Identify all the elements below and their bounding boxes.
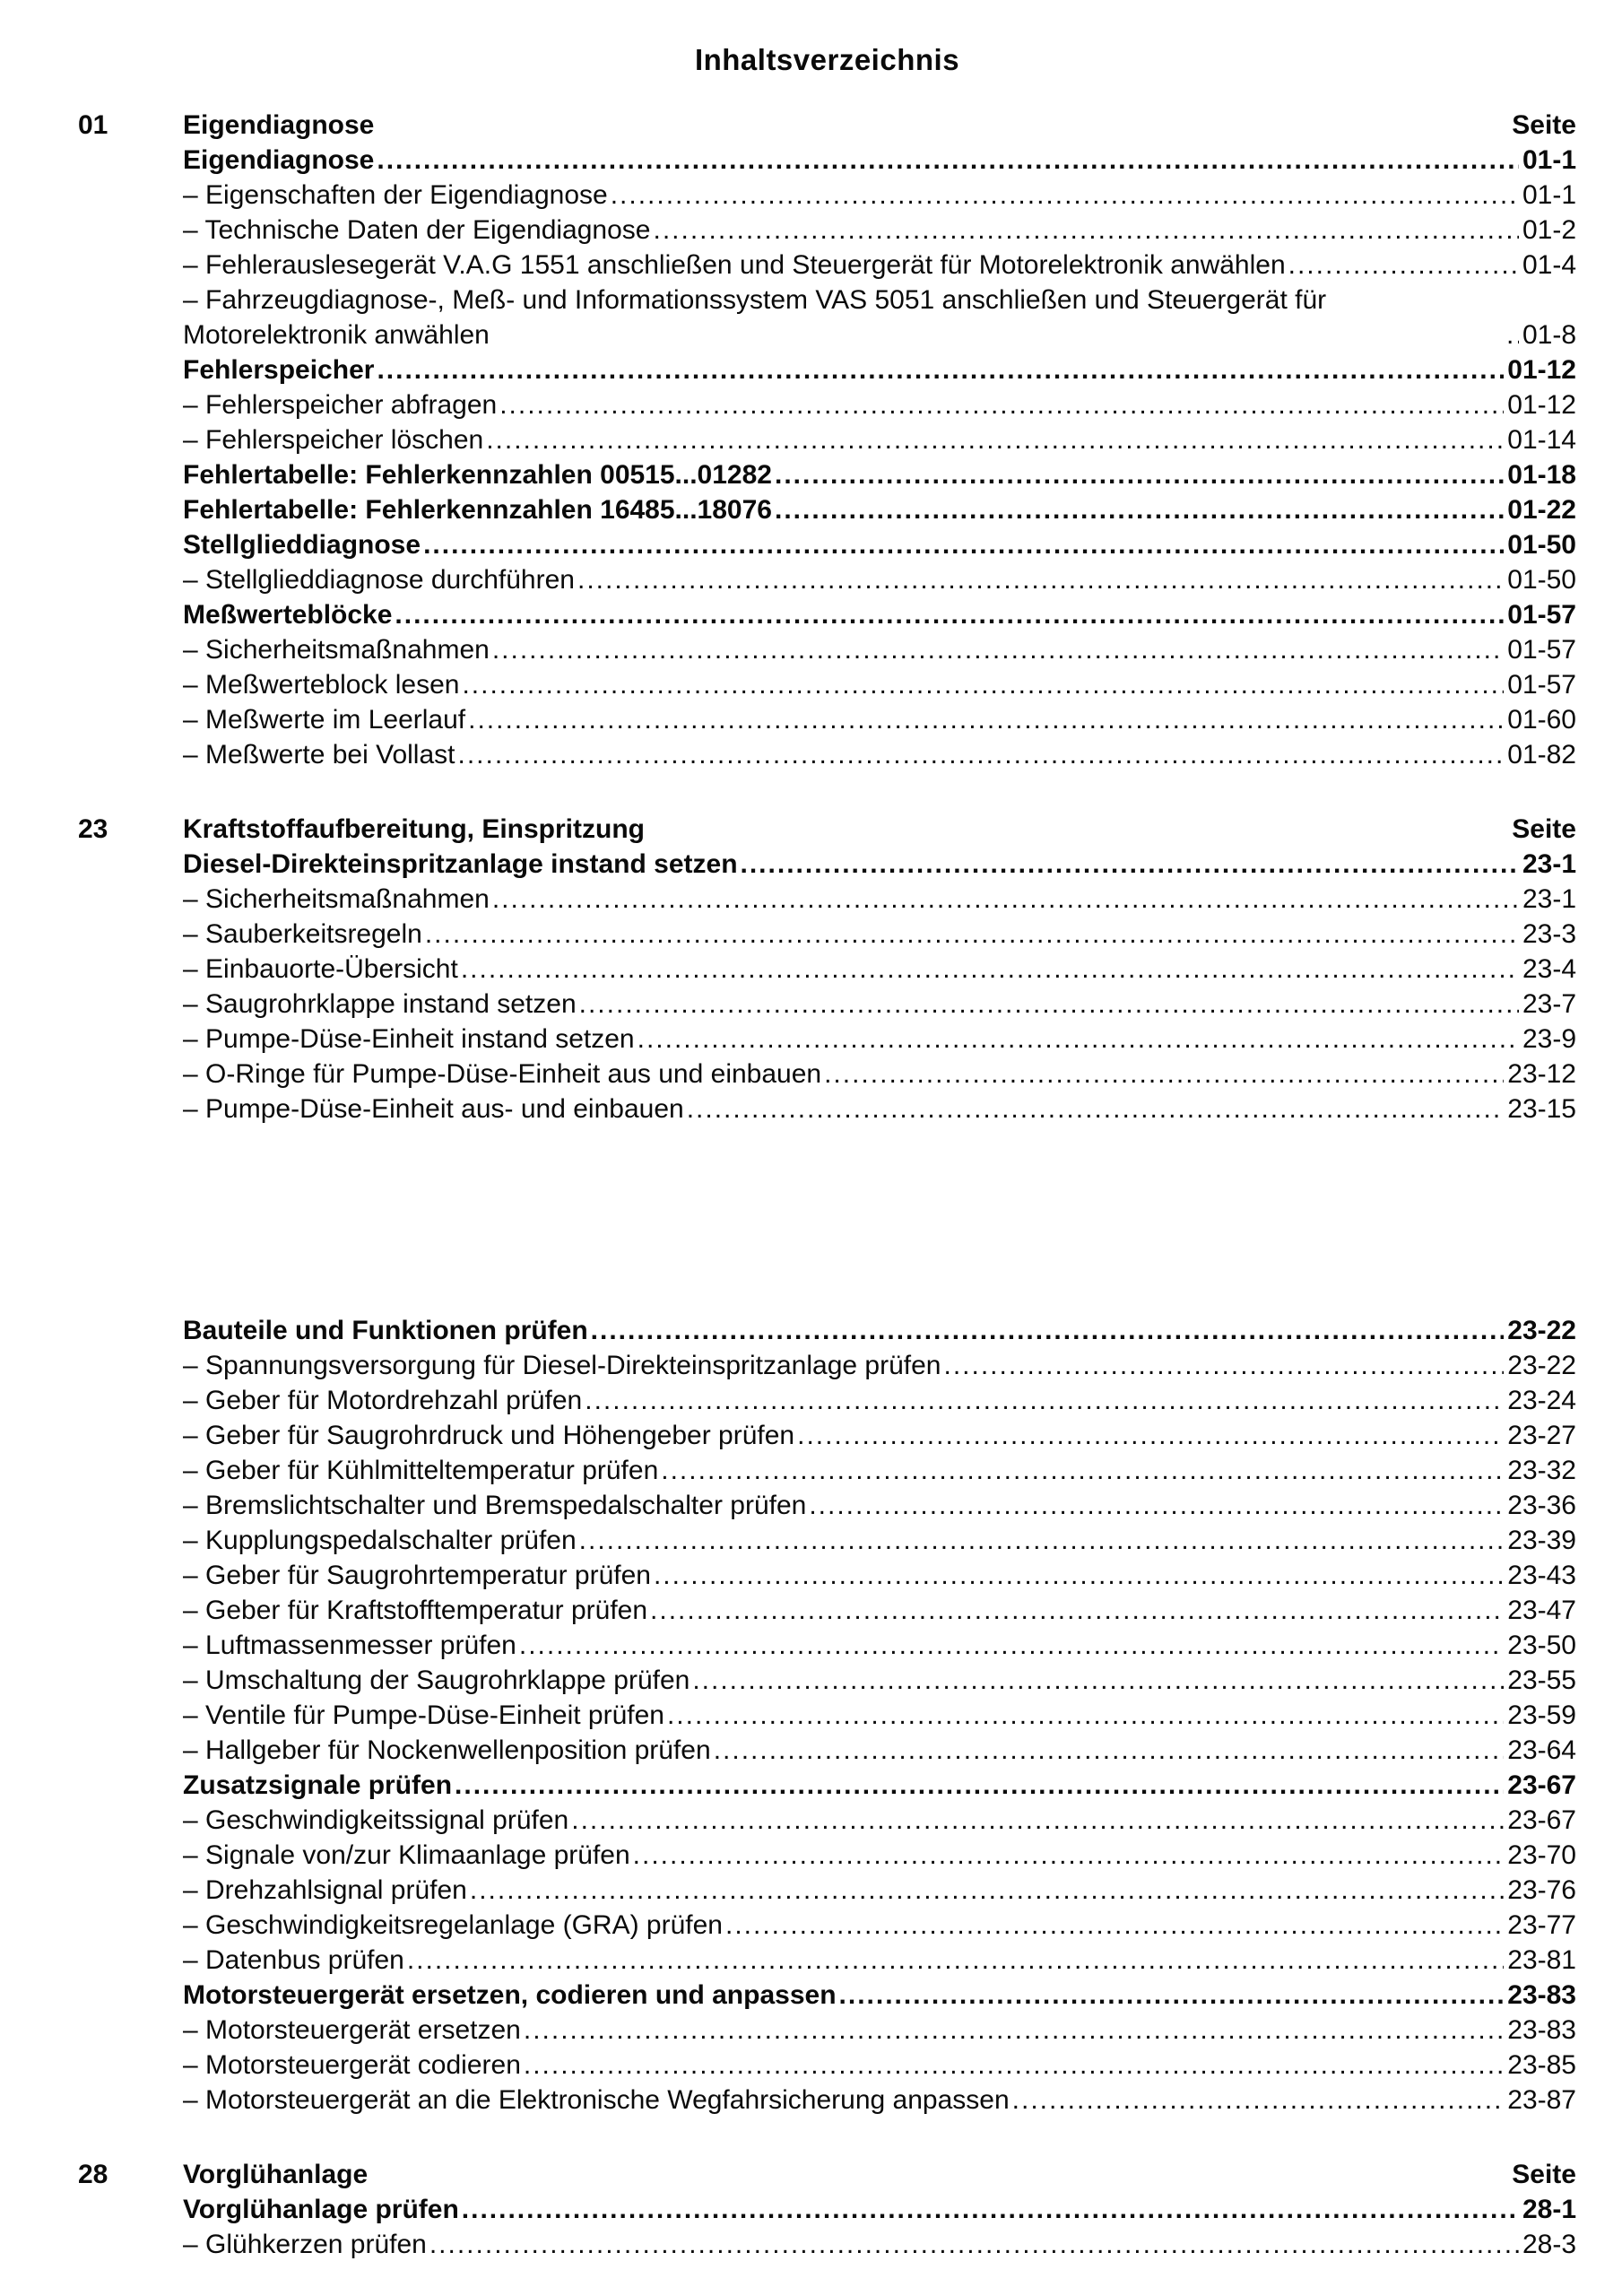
toc-entry-page: 01-50 [1507, 530, 1576, 560]
toc-entry [183, 667, 1576, 702]
dot-leader [455, 1768, 1504, 1803]
toc-entry [183, 882, 1576, 917]
toc-entry-page: 01-18 [1507, 460, 1576, 490]
toc-entry-page: 23-85 [1507, 2050, 1576, 2080]
toc-entry-label: – Kupplungspedalschalter prüfen [183, 1526, 577, 1555]
toc-entry [183, 248, 1576, 283]
toc-entry-page: 23-9 [1522, 1024, 1576, 1054]
toc-entry [183, 1768, 1576, 1803]
toc-entry-page: 28-1 [1522, 2195, 1576, 2224]
toc-entry-label: Fehlerspeicher [183, 355, 375, 385]
toc-entry [183, 352, 1576, 387]
dot-leader [468, 702, 1504, 737]
toc-entry-label: – Bremslichtschalter und Bremspedalschalter prüfen [183, 1491, 807, 1520]
toc-entry [183, 1091, 1576, 1126]
dot-leader [429, 2227, 1519, 2262]
toc-entry [183, 1803, 1576, 1838]
toc-entry [183, 1418, 1576, 1453]
toc-entry-label: – Saugrohrklappe instand setzen [183, 989, 577, 1019]
dot-leader [377, 143, 1519, 178]
toc-entry-label: – Sicherheitsmaßnahmen [183, 884, 490, 914]
toc-entry [183, 1873, 1576, 1908]
toc-entry-label: – Geber für Kühlmitteltemperatur prüfen [183, 1456, 659, 1485]
dot-leader [585, 1383, 1504, 1418]
dot-leader [687, 1091, 1505, 1126]
toc-entry-page: 23-83 [1507, 1980, 1576, 2010]
toc-entry [183, 917, 1576, 952]
toc-entry [183, 2013, 1576, 2048]
section-entries [183, 143, 1576, 772]
toc-entry-page: 01-2 [1522, 215, 1576, 245]
toc-entry-page: 23-39 [1507, 1526, 1576, 1555]
toc-entry-page: 23-59 [1507, 1700, 1576, 1730]
dot-leader [579, 987, 1519, 1022]
toc-entry-label: – Motorsteuergerät codieren [183, 2050, 521, 2080]
toc-entry [183, 597, 1576, 632]
toc-entry-page: 23-27 [1507, 1421, 1576, 1450]
dot-leader [377, 352, 1504, 387]
dot-leader [661, 1453, 1504, 1488]
toc-entry-page: 01-1 [1522, 145, 1576, 175]
section-entries [183, 847, 1576, 2118]
dot-leader [571, 1803, 1504, 1838]
toc-entry-page: 23-50 [1507, 1631, 1576, 1660]
toc-entry-label: – Eigenschaften der Eigendiagnose [183, 180, 608, 210]
toc-entry-page: 01-57 [1507, 635, 1576, 665]
toc-section [78, 2157, 1576, 2262]
dot-leader [714, 1733, 1505, 1768]
toc-entry-page: 01-22 [1507, 495, 1576, 525]
toc-entry-label: – Motorsteuergerät an die Elektronische Wegfahrsicherung anpassen [183, 2085, 1010, 2115]
dot-leader [524, 2048, 1504, 2083]
toc-entry [183, 1698, 1576, 1733]
toc-entry-page: 23-70 [1507, 1840, 1576, 1870]
dot-leader [638, 1022, 1519, 1057]
dot-leader [579, 1523, 1505, 1558]
toc-entry [183, 952, 1576, 987]
section-header [183, 108, 1576, 143]
toc-entry-label: – Signale von/zur Klimaanlage prüfen [183, 1840, 630, 1870]
toc-entry [183, 632, 1576, 667]
toc-entry-label: – Luftmassenmesser prüfen [183, 1631, 516, 1660]
toc-entry [183, 1628, 1576, 1663]
toc-entry-page: 23-47 [1507, 1596, 1576, 1625]
toc-entry-label: Stellglieddiagnose [183, 530, 421, 560]
dot-leader [1012, 2083, 1505, 2118]
dot-leader [470, 1873, 1504, 1908]
section-title: Eigendiagnose [183, 110, 375, 140]
toc-entry-page: 23-7 [1522, 989, 1576, 1019]
toc-entry-page: 01-1 [1522, 180, 1576, 210]
toc-entry-page: 23-12 [1507, 1059, 1576, 1089]
section-page-label: Seite [1512, 2160, 1576, 2189]
toc-entry-label: – Fehlerauslesegerät V.A.G 1551 anschließen und Steuergerät für Motorelektronik anwählen [183, 250, 1286, 280]
toc-entry [183, 1558, 1576, 1593]
toc-entry-page: 23-77 [1507, 1910, 1576, 1940]
toc-entry-page: 23-87 [1507, 2085, 1576, 2115]
dot-leader [395, 597, 1504, 632]
toc-entry-label: – Glühkerzen prüfen [183, 2230, 427, 2259]
toc-entry-label: – Datenbus prüfen [183, 1945, 404, 1975]
toc-entry-label: – Einbauorte-Übersicht [183, 954, 458, 984]
toc-entry-label: Motorsteuergerät ersetzen, codieren und anpassen [183, 1980, 837, 2010]
dot-leader [524, 2013, 1504, 2048]
toc-entry [183, 847, 1576, 882]
section-number: 01 [78, 110, 108, 140]
toc-entry-label: – Hallgeber für Nockenwellenposition prüfen [183, 1735, 711, 1765]
dot-leader [943, 1348, 1504, 1383]
toc-entry-label: – Stellglieddiagnose durchführen [183, 565, 575, 595]
section-title: Vorglühanlage [183, 2160, 369, 2189]
dot-leader [499, 387, 1504, 422]
toc-entry [183, 1978, 1576, 2013]
toc-entry-page: 23-83 [1507, 2015, 1576, 2045]
toc-entry-page: 23-64 [1507, 1735, 1576, 1765]
dot-leader [425, 917, 1519, 952]
toc-entry [183, 1733, 1576, 1768]
toc-entry-label: – Pumpe-Düse-Einheit instand setzen [183, 1024, 635, 1054]
toc-entry [183, 1593, 1576, 1628]
dot-leader [492, 882, 1519, 917]
toc-entry-page: 23-15 [1507, 1094, 1576, 1124]
dot-leader [492, 632, 1504, 667]
toc-entry [183, 2083, 1576, 2118]
section-header [183, 812, 1576, 847]
toc-entry [183, 2192, 1576, 2227]
toc-entry-label: Diesel-Direkteinspritzanlage instand setzen [183, 849, 738, 879]
toc-entry [183, 1313, 1576, 1348]
dot-leader [461, 952, 1519, 987]
toc-sections [78, 108, 1576, 2262]
toc-entry-page: 23-81 [1507, 1945, 1576, 1975]
toc-entry [183, 457, 1576, 492]
toc-entry [183, 1057, 1576, 1091]
toc-entry-page: 23-76 [1507, 1875, 1576, 1905]
toc-entry-label: – Sauberkeitsregeln [183, 919, 422, 949]
toc-entry [183, 527, 1576, 562]
toc-entry-page: 01-57 [1507, 670, 1576, 700]
toc-entry [183, 1663, 1576, 1698]
toc-entry-label: – Fahrzeugdiagnose-, Meß- und Informationssystem VAS 5051 anschließen und Steuergerät für Motorelektronik anwählen [183, 285, 1327, 350]
toc-entry-page: 23-1 [1522, 849, 1576, 879]
toc-entry [183, 2227, 1576, 2262]
toc-entry-label: Fehlertabelle: Fehlerkennzahlen 00515...01282 [183, 460, 772, 490]
dot-leader [1506, 317, 1519, 352]
toc-entry [183, 1943, 1576, 1978]
toc-section [78, 812, 1576, 2118]
dot-leader [519, 1628, 1504, 1663]
toc-entry-page: 28-3 [1522, 2230, 1576, 2259]
toc-entry-label: Bauteile und Funktionen prüfen [183, 1316, 588, 1345]
dot-leader [797, 1418, 1504, 1453]
toc-entry-page: 23-22 [1507, 1351, 1576, 1380]
toc-entry [183, 143, 1576, 178]
toc-entry-page: 23-1 [1522, 884, 1576, 914]
toc-entry-label: Vorglühanlage prüfen [183, 2195, 459, 2224]
toc-entry [183, 1838, 1576, 1873]
toc-entry-label: Zusatzsignale prüfen [183, 1770, 453, 1800]
toc-entry [183, 1523, 1576, 1558]
dot-leader [775, 492, 1504, 527]
toc-entry-page: 01-4 [1522, 250, 1576, 280]
dot-leader [667, 1698, 1504, 1733]
toc-entry-page: 23-55 [1507, 1665, 1576, 1695]
toc-entry-label: Fehlertabelle: Fehlerkennzahlen 16485...18076 [183, 495, 772, 525]
dot-leader [809, 1488, 1504, 1523]
toc-entry [183, 562, 1576, 597]
section-page-label: Seite [1512, 110, 1576, 140]
section-number: 28 [78, 2160, 108, 2189]
toc-entry-label: – Technische Daten der Eigendiagnose [183, 215, 651, 245]
toc-entry [183, 387, 1576, 422]
dot-leader [457, 737, 1504, 772]
dot-leader [611, 178, 1519, 213]
toc-entry [183, 1453, 1576, 1488]
toc-entry-page: 23-32 [1507, 1456, 1576, 1485]
toc-entry [183, 1383, 1576, 1418]
section-number: 23 [78, 814, 108, 844]
toc-entry-label: – Sicherheitsmaßnahmen [183, 635, 490, 665]
section-header [183, 2157, 1576, 2192]
toc-entry-page: 01-8 [1522, 320, 1576, 350]
toc-entry [183, 1488, 1576, 1523]
dot-leader [633, 1838, 1505, 1873]
toc-entry-label: – Motorsteuergerät ersetzen [183, 2015, 521, 2045]
toc-entry-page: 23-67 [1507, 1770, 1576, 1800]
toc-entry-label: – Geschwindigkeitsregelanlage (GRA) prüfen [183, 1910, 723, 1940]
dot-leader [577, 562, 1504, 597]
toc-entry-label: – Drehzahlsignal prüfen [183, 1875, 467, 1905]
toc-entry [183, 987, 1576, 1022]
dot-leader [1288, 248, 1519, 283]
toc-entry [183, 178, 1576, 213]
toc-entry-page: 23-3 [1522, 919, 1576, 949]
toc-entry-label: – Meßwerte im Leerlauf [183, 705, 466, 735]
toc-entry-label: – Meßwerteblock lesen [183, 670, 460, 700]
dot-leader [654, 1558, 1504, 1593]
toc-entry [183, 1348, 1576, 1383]
toc-entry-page: 23-4 [1522, 954, 1576, 984]
toc-entry-label: Meßwerteblöcke [183, 600, 393, 630]
dot-leader [407, 1943, 1504, 1978]
toc-entry-label: – Fehlerspeicher abfragen [183, 390, 498, 420]
dot-leader [591, 1313, 1505, 1348]
toc-entry [183, 702, 1576, 737]
section-page-label: Seite [1512, 814, 1576, 844]
dot-leader [486, 422, 1504, 457]
toc-entry-label: – Meßwerte bei Vollast [183, 740, 455, 770]
dot-leader [725, 1908, 1504, 1943]
toc-entry-label: – Umschaltung der Saugrohrklappe prüfen [183, 1665, 690, 1695]
dot-leader [650, 1593, 1504, 1628]
dot-leader [462, 667, 1504, 702]
toc-entry-label: – Geschwindigkeitssignal prüfen [183, 1805, 569, 1835]
toc-entry-page: 01-50 [1507, 565, 1576, 595]
toc-entry-page: 01-57 [1507, 600, 1576, 630]
toc-entry-label: – O-Ringe für Pumpe-Düse-Einheit aus und einbauen [183, 1059, 822, 1089]
dot-leader [741, 847, 1519, 882]
dot-leader [775, 457, 1504, 492]
toc-entry-label: – Geber für Motordrehzahl prüfen [183, 1386, 583, 1415]
toc-entry [183, 737, 1576, 772]
toc-entry-label: – Geber für Kraftstofftemperatur prüfen [183, 1596, 648, 1625]
toc-entry [183, 213, 1576, 248]
toc-entry-page: 23-24 [1507, 1386, 1576, 1415]
toc-entry-label: – Geber für Saugrohrtemperatur prüfen [183, 1561, 651, 1590]
toc-entry-page: 23-67 [1507, 1805, 1576, 1835]
toc-entry-label: – Ventile für Pumpe-Düse-Einheit prüfen [183, 1700, 664, 1730]
toc-entry [183, 283, 1576, 352]
toc-entry-page: 01-14 [1507, 425, 1576, 455]
toc-entry-label: – Fehlerspeicher löschen [183, 425, 484, 455]
toc-entry-label: – Pumpe-Düse-Einheit aus- und einbauen [183, 1094, 684, 1124]
toc-entry [183, 422, 1576, 457]
dot-leader [423, 527, 1504, 562]
toc-section [78, 108, 1576, 772]
toc-entry-page: 01-60 [1507, 705, 1576, 735]
toc-entry-label: – Spannungsversorgung für Diesel-Direkteinspritzanlage prüfen [183, 1351, 941, 1380]
toc-entry-page: 01-12 [1507, 355, 1576, 385]
toc-entry-page: 23-22 [1507, 1316, 1576, 1345]
toc-entry-label: Eigendiagnose [183, 145, 375, 175]
toc-entry-page: 01-12 [1507, 390, 1576, 420]
page-title: Inhaltsverzeichnis [694, 43, 960, 76]
toc-entry [183, 2048, 1576, 2083]
toc-entry [183, 1022, 1576, 1057]
section-entries [183, 2192, 1576, 2262]
dot-leader [839, 1978, 1505, 2013]
dot-leader [462, 2192, 1519, 2227]
section-title: Kraftstoffaufbereitung, Einspritzung [183, 814, 645, 844]
dot-leader [692, 1663, 1504, 1698]
toc-entry [183, 1908, 1576, 1943]
toc-entry-page: 23-43 [1507, 1561, 1576, 1590]
toc-entry-page: 23-36 [1507, 1491, 1576, 1520]
dot-leader [653, 213, 1518, 248]
dot-leader [824, 1057, 1504, 1091]
toc-entry [183, 492, 1576, 527]
toc-entry-label: – Geber für Saugrohrdruck und Höhengeber prüfen [183, 1421, 795, 1450]
toc-entry-page: 01-82 [1507, 740, 1576, 770]
